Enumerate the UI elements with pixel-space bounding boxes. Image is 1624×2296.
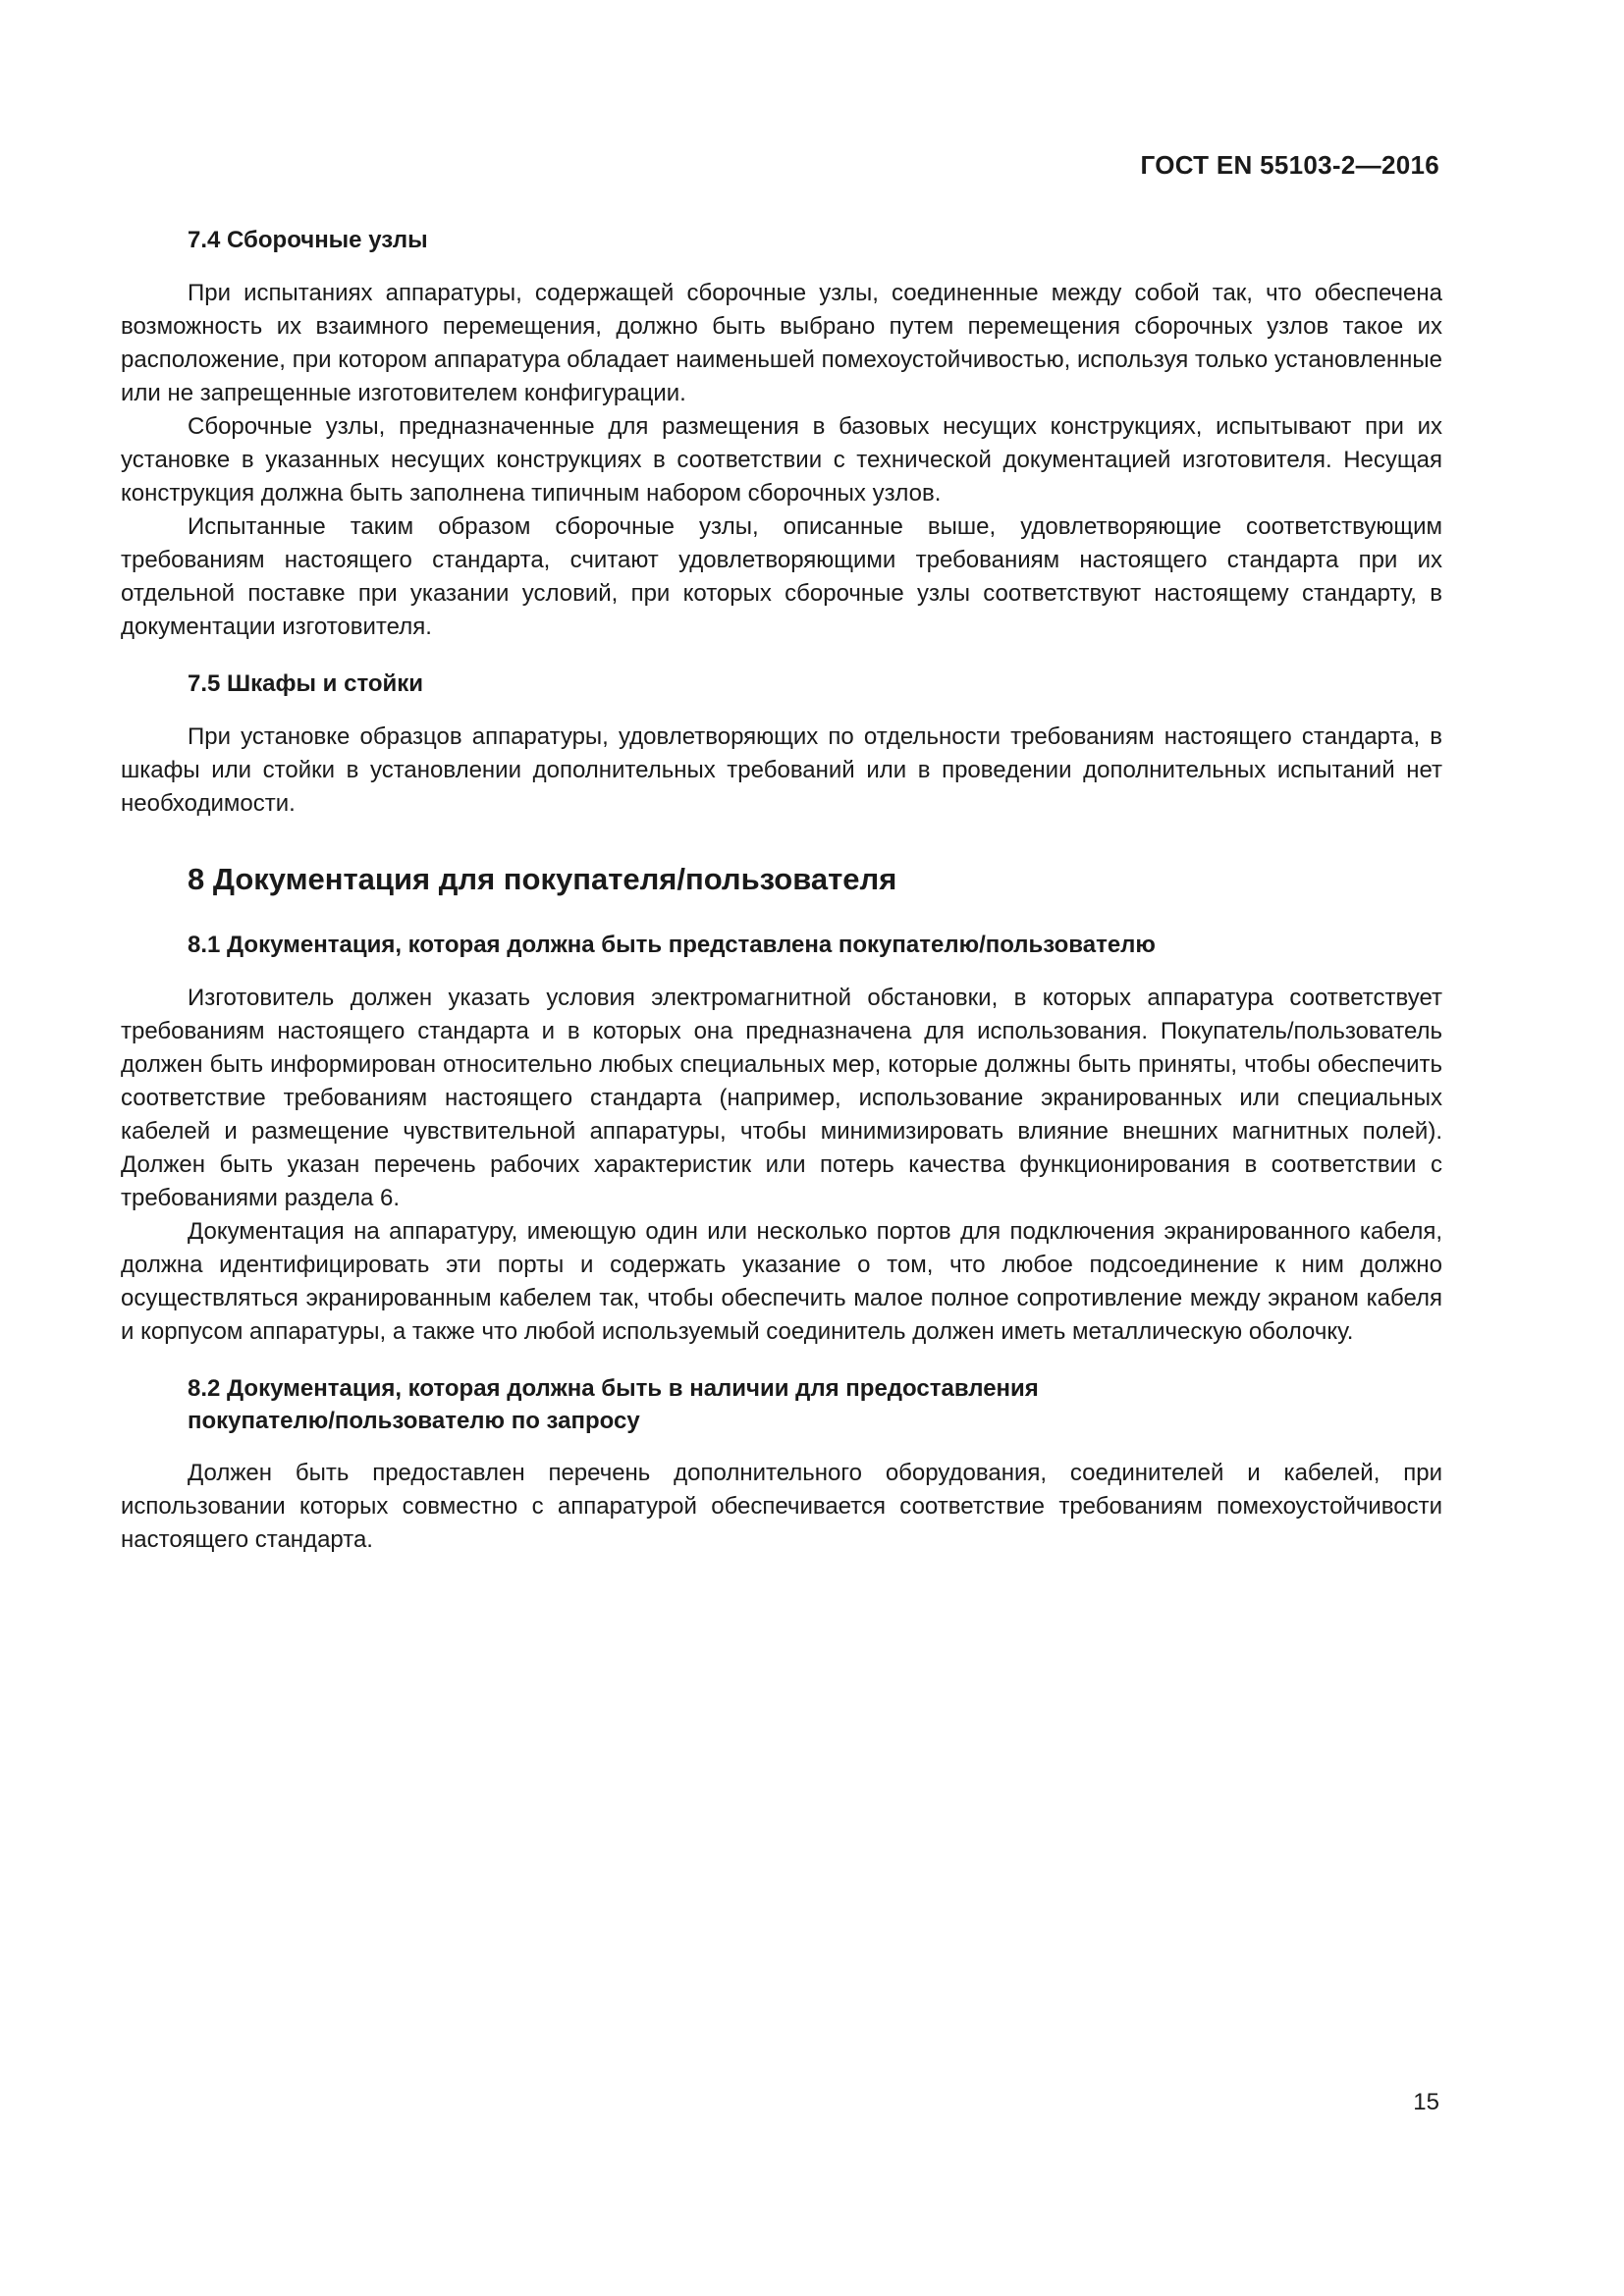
subsection-title-7-5: 7.5 Шкафы и стойки bbox=[188, 670, 424, 697]
section-title-8: 8 Документация для покупателя/пользователя bbox=[188, 862, 897, 896]
page-content bbox=[121, 224, 1442, 1557]
paragraph: При испытаниях аппаратуры, содержащей сборочные узлы, соединенные между собой так, что обеспечена возможность их взаимного перемещения, должно быть выбрано путем перемещения сборочных узлов такое их расположение, при котором аппаратура обладает наименьшей помехоустойчивостью, используя только установленные или не запрещенные изготовителем конфигурации. bbox=[121, 280, 1442, 406]
paragraph: Сборочные узлы, предназначенные для размещения в базовых несущих конструкциях, испытывают при их установке в указанных несущих конструкциях в соответствии с технической документацией изготовителя. Несущая конструкция должна быть заполнена типичным набором сборочных узлов. bbox=[121, 413, 1442, 507]
paragraph: Документация на аппаратуру, имеющую один или несколько портов для подключения экранированного кабеля, должна идентифицировать эти порты и содержать указание о том, что любое подсоединение к ним должно осуществляться экранированным кабелем так, чтобы обеспечить малое полное сопротивление между экраном кабеля и корпусом аппаратуры, а также что любой используемый соединитель должен иметь металлическую оболочку. bbox=[121, 1218, 1442, 1345]
subsection-title-8-1: 8.1 Документация, которая должна быть представлена покупателю/пользователю bbox=[188, 932, 1156, 958]
subsection-title-8-2 bbox=[121, 1372, 1442, 1437]
subsection-title-8-2-line1: 8.2 Документация, которая должна быть в наличии для предоставления bbox=[188, 1375, 1039, 1402]
document-code: ГОСТ EN 55103-2—2016 bbox=[1140, 150, 1439, 180]
paragraph: Должен быть предоставлен перечень дополнительного оборудования, соединителей и кабелей, при использовании которых совместно с аппаратурой обеспечивается соответствие требованиям помехоустойчивости настоящего стандарта. bbox=[121, 1460, 1442, 1553]
paragraph: Испытанные таким образом сборочные узлы, описанные выше, удовлетворяющие соответствующим требованиям настоящего стандарта, считают удовлетворяющими требованиям настоящего стандарта при их отдельной поставке при указании условий, при которых сборочные узлы соответствуют настоящему стандарту, в документации изготовителя. bbox=[121, 513, 1442, 640]
page-number: 15 bbox=[1413, 2089, 1439, 2115]
subsection-title-7-4: 7.4 Сборочные узлы bbox=[188, 227, 428, 253]
subsection-title-8-2-line2: покупателю/пользователю по запросу bbox=[188, 1408, 640, 1434]
paragraph: Изготовитель должен указать условия электромагнитной обстановки, в которых аппаратура соответствует требованиям настоящего стандарта и в которых она предназначена для использования. Покупатель/пользователь должен быть информирован относительно любых специальных мер, которые должны быть приняты, чтобы обеспечить соответствие требованиям настоящего стандарта (например, использование экранированных или специальных кабелей и размещение чувствительной аппаратуры, чтобы минимизировать влияние внешних магнитных полей). Должен быть указан перечень рабочих характеристик или потерь качества функционирования в соответствии с требованиями раздела 6. bbox=[121, 985, 1442, 1211]
paragraph: При установке образцов аппаратуры, удовлетворяющих по отдельности требованиям настоящего стандарта, в шкафы или стойки в установлении дополнительных требований или в проведении дополнительных испытаний нет необходимости. bbox=[121, 723, 1442, 817]
